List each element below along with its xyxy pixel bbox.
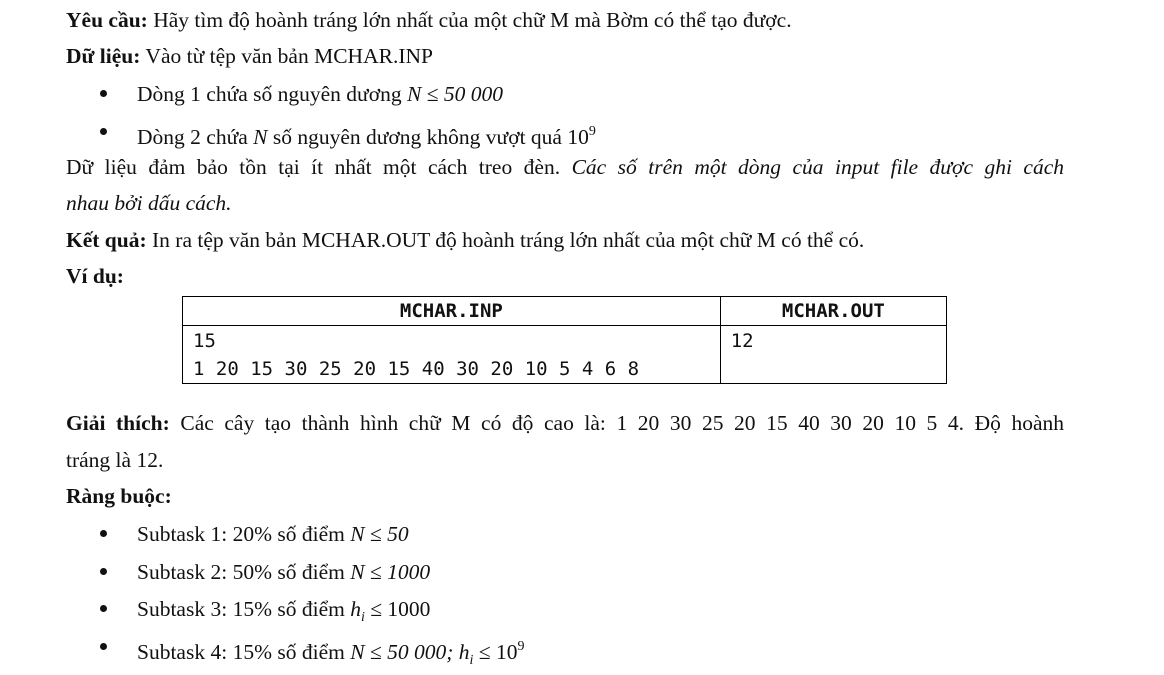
- constraint-3-sub: i: [360, 610, 365, 625]
- guarantee-plain: Dữ liệu đảm bảo tồn tại ít nhất một cách treo đèn.: [66, 155, 561, 179]
- constraint-bullet-1: [100, 520, 409, 548]
- header-output-file: MCHAR.OUT: [720, 297, 946, 326]
- output-line: [66, 226, 864, 254]
- guarantee-line-2: [66, 189, 232, 217]
- example-line: [66, 262, 124, 290]
- example-output-line-1: 12: [730, 330, 754, 352]
- header-input-file: MCHAR.INP: [183, 297, 721, 326]
- constraint-4-text: Subtask 4: 15% số điểm: [137, 640, 345, 664]
- requirement-line: [66, 6, 792, 34]
- output-label: Kết quả:: [66, 228, 147, 252]
- example-input-line-1: 15: [193, 330, 216, 352]
- requirement-text: Hãy tìm độ hoành tráng lớn nhất của một chữ M mà Bờm có thể tạo được.: [153, 8, 792, 32]
- explanation-line-2: [66, 446, 163, 474]
- input-bullet-1: [100, 80, 503, 108]
- input-item-2-var: N: [253, 125, 268, 149]
- input-item-1-math: N ≤ 50 000: [406, 82, 503, 106]
- constraints-label: Ràng buộc:: [66, 484, 172, 508]
- explanation-text-2: tráng là 12.: [66, 448, 164, 472]
- constraint-4-rest: ≤ 10: [478, 640, 518, 664]
- example-table: [182, 296, 947, 384]
- explanation-line-1: [66, 406, 1064, 441]
- bullet-dot: [100, 530, 107, 537]
- constraint-1-math: N ≤ 50: [350, 522, 409, 546]
- constraint-3-rest: ≤ 1000: [370, 597, 431, 621]
- example-input-line-2: 1 20 15 30 25 20 15 40 30 20 10 5 4 6 8: [193, 358, 640, 380]
- constraint-1-text: Subtask 1: 20% số điểm: [137, 522, 345, 546]
- constraint-bullet-3: [100, 595, 431, 625]
- input-item-2-exp: 9: [588, 124, 596, 139]
- example-table-row: [183, 326, 947, 384]
- constraint-3-text: Subtask 3: 15% số điểm: [137, 597, 345, 621]
- input-item-2-text-after: số nguyên dương không vượt quá: [272, 125, 562, 149]
- guarantee-line-1: [66, 150, 1064, 185]
- bullet-dot: [100, 605, 107, 612]
- example-output-cell: [720, 326, 946, 384]
- input-item-2-text-before: Dòng 2 chứa: [137, 125, 248, 149]
- explanation-label: Giải thích:: [66, 411, 170, 435]
- constraints-line: [66, 482, 172, 510]
- constraint-4-math: N ≤ 50 000;: [350, 640, 454, 664]
- constraint-4-exp: 9: [517, 639, 525, 654]
- example-table-header: [183, 297, 947, 326]
- constraint-2-math: N ≤ 1000: [350, 560, 431, 584]
- bullet-dot: [100, 643, 107, 650]
- input-bullet-2: [100, 118, 596, 149]
- constraint-3-var: h: [350, 597, 361, 621]
- guarantee-italic-2: nhau bởi dấu cách.: [66, 191, 232, 215]
- bullet-dot: [100, 568, 107, 575]
- output-text: In ra tệp văn bản MCHAR.OUT độ hoành tráng lớn nhất của một chữ M có thể có.: [152, 228, 865, 252]
- bullet-dot: [100, 128, 107, 135]
- constraint-bullet-2: [100, 558, 431, 586]
- input-text: Vào từ tệp văn bản MCHAR.INP: [145, 44, 433, 68]
- explanation-text-1: Các cây tạo thành hình chữ M có độ cao là: 1 20 30 25 20 15 40 30 20 10 5 4. Độ hoành: [180, 411, 1065, 435]
- bullet-dot: [100, 90, 107, 97]
- guarantee-italic-1: Các số trên một dòng của input file được ghi cách: [571, 155, 1065, 179]
- requirement-label: Yêu cầu:: [66, 8, 148, 32]
- example-input-cell: [183, 326, 721, 384]
- constraint-2-text: Subtask 2: 50% số điểm: [137, 560, 345, 584]
- input-item-2-base: 10: [567, 125, 589, 149]
- input-item-1-text: Dòng 1 chứa số nguyên dương: [137, 82, 402, 106]
- constraint-4-var: h: [458, 640, 470, 664]
- constraint-bullet-4: [100, 633, 525, 668]
- input-label: Dữ liệu:: [66, 44, 141, 68]
- input-line: [66, 42, 433, 70]
- constraint-4-sub: i: [469, 653, 474, 668]
- example-label: Ví dụ:: [66, 264, 124, 288]
